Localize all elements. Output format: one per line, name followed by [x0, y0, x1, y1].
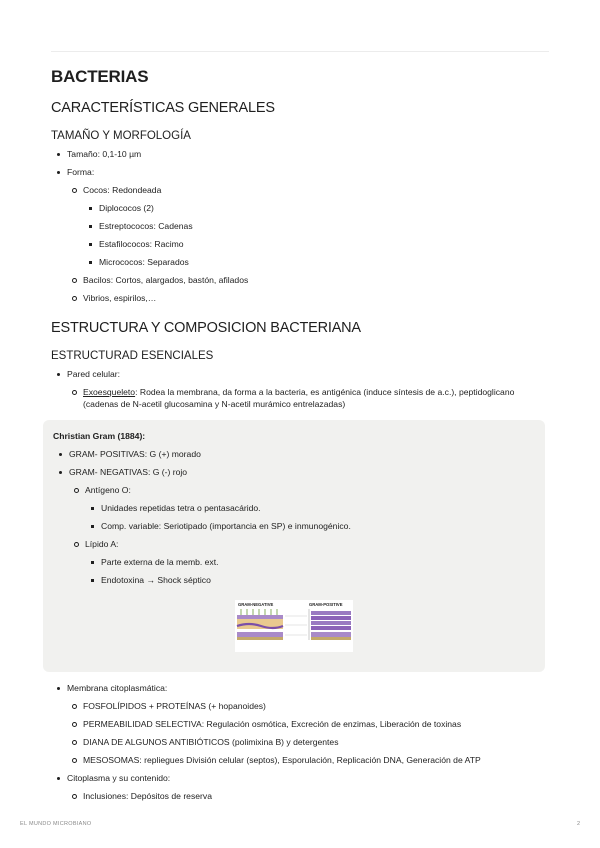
- footer-title: EL MUNDO MICROBIANO: [20, 821, 92, 827]
- list-item-lipid-a: [69, 538, 535, 586]
- list-item-cocos: [67, 184, 551, 268]
- list-item-diplococos: Diplococos (2): [83, 202, 551, 214]
- list-item-membrane: [51, 682, 551, 766]
- gram-title: Christian Gram (1884):: [53, 431, 146, 441]
- lipid-label: Lípido A:: [85, 539, 119, 549]
- page-title: BACTERIAS: [51, 67, 149, 86]
- section-heading-general: CARACTERÍSTICAS GENERALES: [51, 100, 275, 116]
- size-text: Tamaño: 0,1-10 µm: [67, 149, 142, 159]
- list-item-antibiotic-target: DIANA DE ALGUNOS ANTIBIÓTICOS (polimixina B) y detergentes: [67, 736, 551, 748]
- list-item-cytoplasm: [51, 772, 551, 802]
- subheading-essential-structures: ESTRUCTURAD ESENCIALES: [51, 350, 214, 362]
- form-label: Forma:: [67, 167, 95, 177]
- list-item-gram-positive: GRAM- POSITIVAS: G (+) morado: [53, 448, 535, 460]
- gram-figure: [235, 600, 353, 652]
- section-heading-structure: ESTRUCTURA Y COMPOSICION BACTERIANA: [51, 320, 361, 336]
- list-item-lipid-outer: Parte externa de la memb. ext.: [85, 556, 535, 568]
- list-item-estreptococos: Estreptococos: Cadenas: [83, 220, 551, 232]
- exoskeleton-text: : Rodea la membrana, da forma a la bacteria, es antigénica (induce síntesis de a.c.), peptidoglicano (cadenas de N-acetil glucosamina y N-acetil murámico entrelazadas): [83, 387, 515, 409]
- list-item-bacilos: Bacilos: Cortos, alargados, bastón, afilados: [67, 274, 551, 286]
- list-item-inclusions: Inclusiones: Depósitos de reserva: [67, 790, 551, 802]
- morphology-list: [51, 148, 551, 304]
- list-item-cell-wall: [51, 368, 551, 410]
- list-item-antigen-variable: Comp. variable: Seriotipado (importancia en SP) e inmunogénico.: [85, 520, 535, 532]
- list-item-form: [51, 166, 551, 304]
- membrane-cytoplasm-list: [51, 682, 551, 802]
- antigen-sublist: [85, 502, 535, 532]
- subheading-size-morphology: TAMAÑO Y MORFOLOGÍA: [51, 130, 191, 142]
- cytoplasm-sublist: [67, 790, 551, 802]
- cell-wall-label: Pared celular:: [67, 369, 121, 379]
- gram-callout-box: [43, 420, 545, 672]
- positive-wall-graphic: [309, 609, 351, 640]
- list-item-vibrios: Vibrios, espirilos,…: [67, 292, 551, 304]
- content: [51, 66, 551, 808]
- list-item-gram-negative: [53, 466, 535, 586]
- gram-positive-label: GRAM-POSITIVE: [309, 602, 343, 607]
- form-sublist: [67, 184, 551, 304]
- list-item-mesosomes: MESOSOMAS: repliegues División celular (septos), Esporulación, Replicación DNA, Generación de ATP: [67, 754, 551, 766]
- cocos-sublist: [83, 202, 551, 268]
- list-item-estafilococos: Estafilococos: Racimo: [83, 238, 551, 250]
- exoskeleton-term: Exoesqueleto: [83, 387, 136, 397]
- gram-negative-sublist: [69, 484, 535, 586]
- list-item-micrococos: Micrococos: Separados: [83, 256, 551, 268]
- gram-list: [53, 448, 535, 586]
- list-item-antigen-o: [69, 484, 535, 532]
- page-number: 2: [576, 821, 580, 827]
- gram-negative-text: GRAM- NEGATIVAS: G (-) rojo: [69, 467, 188, 477]
- list-item-phospholipids: FOSFOLÍPIDOS + PROTEÍNAS (+ hopanoides): [67, 700, 551, 712]
- structure-list: [51, 368, 551, 410]
- gram-negative-label: GRAM-NEGATIVE: [238, 602, 274, 607]
- top-divider: [51, 51, 549, 52]
- lipid-sublist: [85, 556, 535, 586]
- list-item-antigen-units: Unidades repetidas tetra o pentasacárido.: [85, 502, 535, 514]
- cell-wall-sublist: [67, 386, 551, 410]
- membrane-sublist: [67, 700, 551, 766]
- gram-wall-diagram: [235, 600, 353, 652]
- list-item-size: [51, 148, 551, 160]
- list-item-permeability: PERMEABILIDAD SELECTIVA: Regulación osmótica, Excreción de enzimas, Liberación de toxinas: [67, 718, 551, 730]
- antigen-label: Antígeno O:: [85, 485, 131, 495]
- cocos-text: Cocos: Redondeada: [83, 185, 162, 195]
- cytoplasm-label: Citoplasma y su contenido:: [67, 773, 171, 783]
- membrane-label: Membrana citoplasmática:: [67, 683, 168, 693]
- list-item-endotoxin: Endotoxina → Shock séptico: [85, 574, 535, 586]
- list-item-exoskeleton: [67, 386, 551, 410]
